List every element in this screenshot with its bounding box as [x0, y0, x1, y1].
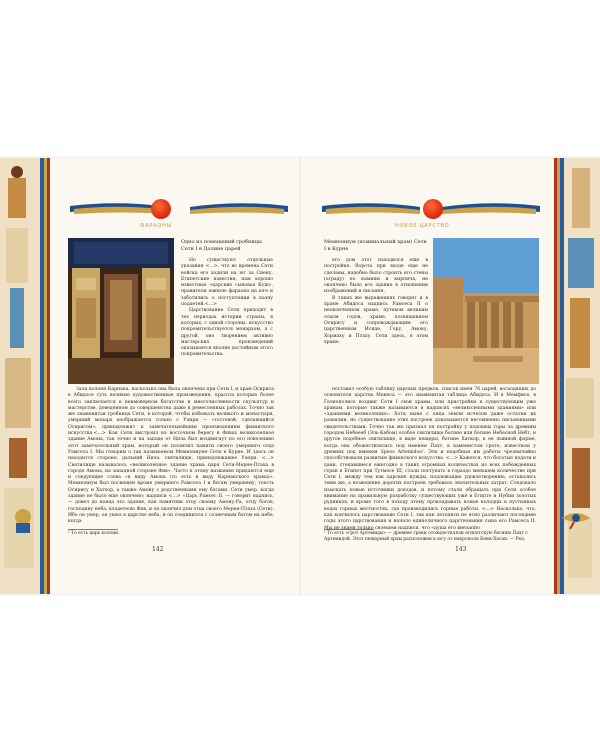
paragraph: Зала колонн Карнака, насколько она была окончена при Сети I, и храм Осириса в Абидосе суть великие художественные произведения, красота которых более всего заключается в неимоверном богатстве и многочисленности скульптур и мастерстве, доведенном до совершенства даже в ремесленных работах. Точно так же знаменитая гробница Сети, в которой, чтобы избежать великого и монастыря, умерший монарх изображается только с Уанри — «гостевой, сделавшийся Осирисом», принадлежит к замечательнейшим произведениям фиванского искусства.<...> Как Сети выстроил на восточном берегу в Фивах великолепное здание Амона, так точно и на западе от Нила был воздвигнут по его повелению этот замечательный храм, который он посвятил памяти своего умершего отца Рамсеса I. Мы говорим о так называемом Мемнониуме Сети в Курне. И здесь он находится стороне, дальний Нила, святилище, принадлежащее Уанри. <...> Святилище называлось «великолепное здание храма царя Сети-Мерне-Птаха в городе Амона, на западной стороне Фив». Часто к этому названию придаются еще и следующие слова «в виду Амона (то есть в виду Карнакского храма)». Мемнониум был посвящен кроме умершего Рамсеса I и богам умершему, тоесть Осирису и Хатхор, а также Амону с родственными ему богами. Сети умер, когда здание не было еще окончено; надписи <...> «Царь Рамсес II, — говорит надпись, — довел до конца это здание, как памятник отцу своему Амону-Ра, отцу богов, господину неба, владетелю Фив, и он окончил дом отца своего Мерне-Птаха (Сети). Ибо он умер, он ушел в царство неба, и он соединился с солнечным богом на небе, когда — [68, 387, 274, 525]
column-right-top — [324, 258, 428, 346]
footnote-right: ¹ То есть «грот Артемиды» — древнее греки отождествляли египетскую богиню Пахт с Артемидой. Этот пещерный храм расположен к югу от некрополя Бени-Хасан. — Ред. — [324, 531, 528, 542]
caption-right: Мемнониум (поминальный храм) Сети I в Курне — [324, 239, 427, 252]
left-body-text — [68, 387, 274, 527]
page-number-right: 143 — [455, 546, 467, 553]
sun-disk-icon — [151, 199, 171, 219]
eye-of-horus-icon — [560, 508, 592, 530]
running-head-right: НОВОЕ ЦАРСТВО — [395, 223, 450, 229]
page-number-left: 142 — [152, 546, 164, 553]
paragraph: В таких же выражениях говорит и в храме Абидоса надпись Рамсеса II о неоконченном храме, путевом великим отцом годов, храме, посвященном Осирису и сопровождающим его царственным Исиде, Гору, Амону, Хормаху и Птаху. Сети здесь, в этом храме, — [324, 295, 428, 345]
tomb-photo — [68, 238, 174, 384]
temple-photo — [433, 238, 539, 384]
paragraph: его дом этот находился еще в постройке. Ворота при входе еще не сделаны, надобно было строить его стены (ограду) по камням и кирпича, не окончено было все здание в отношении изображений и письмен. — [324, 258, 428, 295]
paragraph: Но существуют отдельные указания <...>, что во времена Сети войска его ходили на юг за Сиену. Египетские известия, нам хорошо известные «царские сыновья Куш», правители южною фараона на юге и заботились о поступлении в казну подаетей.<...> — [181, 258, 273, 308]
footnote-rule — [324, 529, 374, 530]
paragraph: поставил особую таблицу царских предков, список имен 76 царей, восходящих до основателя царства Менеса — это знаменитая таблица Абидоса. И в Мемфисе, в Гелиополисе воздвиг Сети I свои храмы, или пристройки к существующим уже храмам, которые также называются в надписях «великолепными зданиями» или «зданиями великолепия». Хотя ныне с лица земли исчезли даже остатки их развалин, но существование этих построек доказывается несомненно письменными свидетельствами. Точно так же признал он постройку у подошвы горы за древним городом Небеееб (Эль-Кабом) особое святилище богине или богине Небесной Небт, и другое подобное святилище, в виде пещеры, богине Хаткор, в ее львиной форме, когда она обожествлялась под именем Пахт, в каменистом гроте, известном у древних под именем Speos Artemidos¹. Эти и подобные им работы чрезвычайно способствовали развитию фиванского искусства. <...> Кажется, что богатые подати и дани, стекавшиеся ежегодно в таких огромных количествах из всех побежденных стран в Египет при Тутмосе III, стали поступать в гораздо меньшем количестве при Сети I, между тем как царские нужды, подлежащие удовлетворению, оставались теми же, а возведение дорогих построек требовало значительных затрат. Следовало изыскать новые источники доходов, и потому стали обращать при Сети особое внимание на правильную разработку существующих уже в Египте и Нубии золотых рудников, и кроме того в походу этому прокладывать новые колодцы в пустынных водах горных местностях, где производились горные работы. <...> Насколько, что, как кончилось царствование Сети I, так как летописи не ясно различают последние годы этого царствования и начало единоличного царствования сына его Рамсеса II. Мы не знаем только сноешем надписи, что «душа его внезапно — [324, 387, 536, 531]
ornament-figure-left — [8, 505, 38, 535]
running-head-left: ФАРАОНЫ — [140, 223, 172, 229]
sun-disk-icon — [423, 199, 443, 219]
footnote-left: ¹ То есть царь колонн. — [68, 531, 120, 536]
paragraph: Царствование Сети приходят в тех периодах истории страны, в которых, с одной стороны, искусство покровительствуется монархом, а с другой, оно творением активно мастерских произведений оказывается вполне достойным этого покровительства. — [181, 308, 273, 358]
right-body-text — [324, 387, 536, 531]
caption-left: Одно из помещений гробницы Сети I в Долине царей — [181, 239, 262, 252]
gutter — [299, 158, 301, 594]
column-left-top — [181, 258, 273, 359]
footnote-rule — [68, 529, 118, 530]
